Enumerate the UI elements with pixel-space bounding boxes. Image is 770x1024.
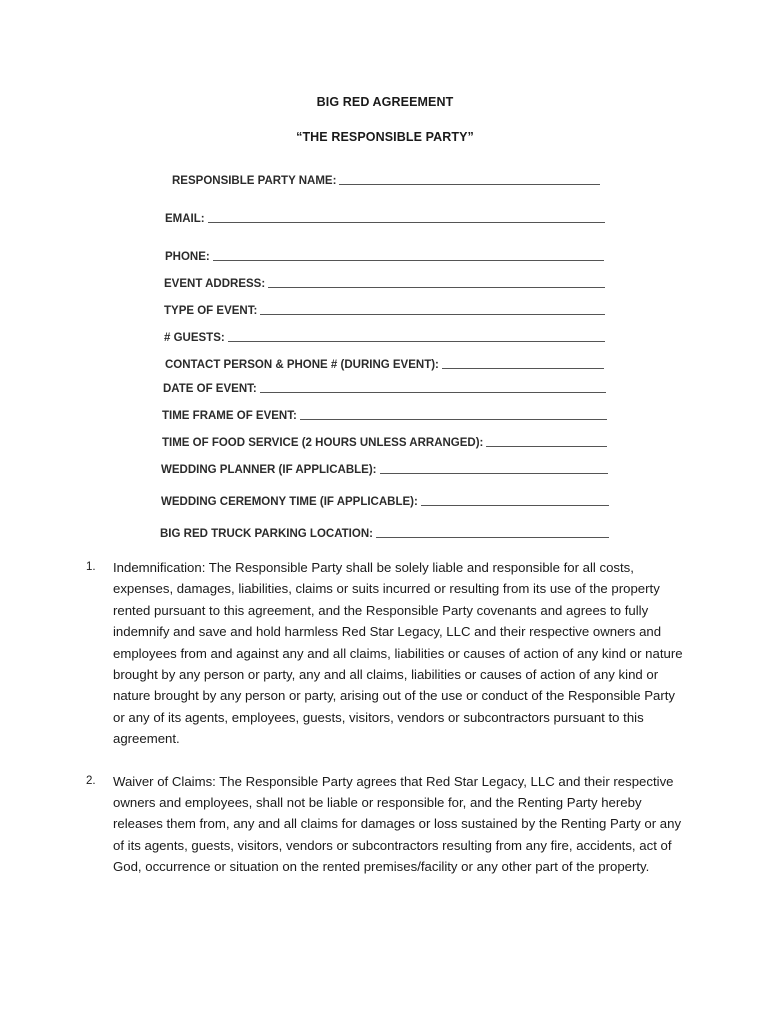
wedding-planner-field[interactable] [161,460,608,476]
time-frame-of-event-field[interactable] [162,406,607,422]
event-address-field[interactable] [164,274,605,290]
field-label: EVENT ADDRESS: [164,278,266,290]
time-of-food-service-field[interactable] [162,433,607,449]
clause-number: 2. [86,774,96,787]
field-blank-line[interactable] [380,473,608,474]
field-label: RESPONSIBLE PARTY NAME: [172,175,337,187]
field-label: # GUESTS: [164,332,225,344]
document-subtitle: “THE RESPONSIBLE PARTY” [296,130,474,144]
document-title: BIG RED AGREEMENT [316,95,454,109]
truck-parking-location-field[interactable] [160,524,609,540]
field-blank-line[interactable] [421,505,609,506]
type-of-event-field[interactable] [164,301,605,317]
field-label: EMAIL: [165,213,205,225]
field-label: TIME OF FOOD SERVICE (2 HOURS UNLESS ARRANGED): [162,437,484,449]
clause-number: 1. [86,561,96,573]
clause-text: Waiver of Claims: The Responsible Party agrees that Red Star Legacy, LLC and their respective owners and employees, shall not be liable or responsible for, and the Renting Party hereby releases them from, any and all claims for damages or loss sustained by the Renting Party or any of its agents, guests, visitors, vendors or subcontractors resulting from any fire, accidents, act of God, occurrence or situation on the rented premises/facility or any other part of the property. [113,773,682,875]
clause-waiver-of-claims [86,771,686,878]
wedding-ceremony-time-field[interactable] [161,492,609,508]
field-blank-line[interactable] [376,537,609,538]
field-blank-line[interactable] [260,392,606,393]
field-blank-line[interactable] [260,314,605,315]
field-blank-line[interactable] [339,184,600,185]
email-field[interactable] [165,209,605,225]
guests-field[interactable] [164,328,605,344]
field-blank-line[interactable] [228,341,605,342]
field-blank-line[interactable] [442,368,604,369]
field-label: BIG RED TRUCK PARKING LOCATION: [160,528,373,540]
date-of-event-field[interactable] [163,379,606,395]
field-blank-line[interactable] [208,222,605,223]
contact-person-phone-field[interactable] [165,355,604,371]
field-label: DATE OF EVENT: [163,383,257,395]
field-label: TIME FRAME OF EVENT: [162,410,297,422]
responsible-party-name-field[interactable] [172,171,600,187]
field-label: WEDDING PLANNER (IF APPLICABLE): [161,464,377,476]
phone-field[interactable] [165,247,604,263]
field-blank-line[interactable] [213,260,604,261]
field-label: PHONE: [165,251,210,263]
clause-indemnification [86,557,686,750]
field-blank-line[interactable] [268,287,605,288]
field-blank-line[interactable] [486,446,607,447]
field-label: TYPE OF EVENT: [164,305,258,317]
field-label: CONTACT PERSON & PHONE # (DURING EVENT): [165,359,439,371]
clause-text: Indemnification: The Responsible Party shall be solely liable and responsible for all costs, expenses, damages, liabilities, claims or suits incurred or resulting from its use of the property rented pursuant to this agreement, and the Responsible Party covenants and agrees to fully indemnify and save and hold harmless Red Star Legacy, LLC and their respective owners and employees from and against any and all claims, liabilities or causes of action of any kind or nature brought by any person or party, any and all claims, liabilities or causes of action of any kind or nature brought by any person or party, arising out of the use or conduct of the Responsible Party or any of its agents, employees, guests, visitors, vendors or subcontractors pursuant to this agreement. [113,560,683,747]
field-label: WEDDING CEREMONY TIME (IF APPLICABLE): [161,496,418,508]
agreement-clauses [86,557,686,899]
field-blank-line[interactable] [300,419,607,420]
